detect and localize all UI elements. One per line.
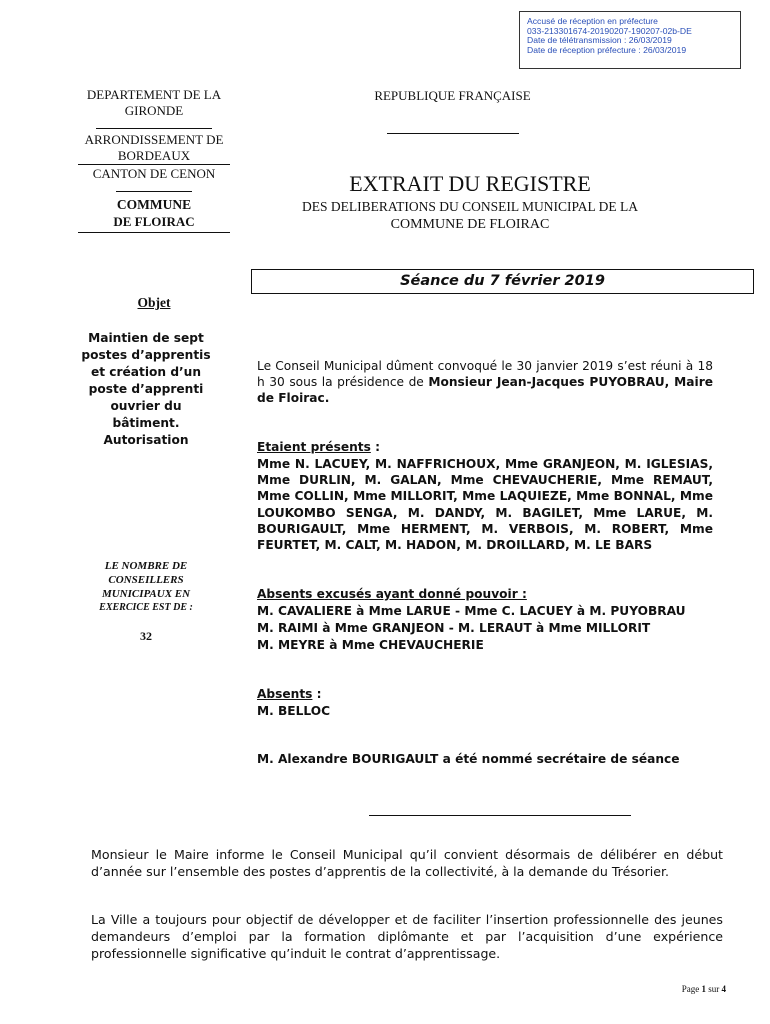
subtitle-line-1: DES DELIBERATIONS DU CONSEIL MUNICIPAL DE LA: [302, 199, 638, 214]
absents-colon: :: [312, 687, 322, 701]
subtitle-line-2: COMMUNE DE FLOIRAC: [390, 217, 550, 232]
page-total: 4: [721, 984, 726, 994]
divider: [78, 164, 230, 165]
divider: [387, 133, 519, 134]
stamp-line-4: Date de réception préfecture : 26/03/2019: [527, 44, 687, 55]
nombre-line-2: CONSEILLERS: [108, 574, 184, 586]
divider: [78, 232, 230, 233]
excuses-label: Absents excusés ayant donné pouvoir :: [257, 587, 527, 601]
page-mid: sur: [706, 984, 722, 994]
republique: REPUBLIQUE FRANÇAISE: [374, 88, 531, 103]
canton: CANTON DE CENON: [92, 166, 216, 181]
nombre-line-1: LE NOMBRE DE: [104, 560, 188, 572]
absents-heading: [257, 686, 322, 702]
absents-label: Absents: [257, 687, 313, 701]
page-number: [682, 984, 726, 994]
presents-colon: :: [370, 440, 380, 454]
presents-heading: [257, 439, 713, 455]
commune-line-2: DE FLOIRAC: [113, 214, 195, 229]
reception-stamp: [519, 11, 741, 69]
page-title: EXTRAIT DU REGISTRE: [349, 171, 591, 196]
nombre-line-3: MUNICIPAUX EN: [101, 588, 191, 600]
arrondissement: ARRONDISSEMENT DE BORDEAUX: [84, 132, 224, 163]
excuses-line-3: M. MEYRE à Mme CHEVAUCHERIE: [257, 638, 484, 652]
page-prefix: Page: [681, 984, 702, 994]
seance-date: Séance du 7 février 2019: [400, 273, 605, 289]
convocation: [257, 358, 713, 407]
departement: DEPARTEMENT DE LA GIRONDE: [86, 87, 222, 118]
excuses-line-1: M. CAVALIERE à Mme LARUE - Mme C. LACUEY à M. PUYOBRAU: [257, 604, 686, 618]
stamp-line-3: Date de télétransmission : 26/03/2019: [527, 35, 672, 46]
divider: [96, 128, 212, 129]
stamp-line-1: Accusé de réception en préfecture: [527, 16, 658, 26]
nombre-value: 32: [140, 629, 152, 643]
commune-line-1: COMMUNE: [116, 197, 192, 212]
stamp-line-2: 033-213301674-20190207-190207-02b-DE: [527, 25, 692, 36]
convocation-text: Le Conseil Municipal dûment convoqué le 30 janvier 2019 s’est réuni à 18 h 30 sous la présidence de: [257, 359, 713, 390]
divider: [116, 191, 192, 192]
presents-names: Mme N. LACUEY, M. NAFFRICHOUX, Mme GRANJEON, M. IGLESIAS, Mme DURLIN, M. GALAN, Mme CHEVAUCHERIE, Mme REMAUT, Mme COLLIN, Mme MILLORIT, Mme LAQUIEZE, Mme BONNAL, Mme LOUKOMBO SENGA, M. DANDY, M. BAGILET, Mme LARUE, M. BOURIGAULT, Mme HERMENT, M. VERBOIS, M. ROBERT, Mme FEURTET, M. CALT, M. HADON, M. DROILLARD, M. LE BARS: [257, 457, 713, 553]
objet-text: Maintien de sept postes d’apprentis et création d’un poste d’apprenti ouvrier du bâtiment. Autorisation: [81, 331, 211, 447]
paragraph-1: Monsieur le Maire informe le Conseil Municipal qu’il convient désormais de délibérer en début d’année sur l’ensemble des postes d’apprentis de la collectivité, à la demande du Trésorier.: [91, 847, 723, 879]
nombre-line-4: EXERCICE EST DE :: [99, 602, 193, 613]
secretaire: M. Alexandre BOURIGAULT a été nommé secrétaire de séance: [257, 752, 680, 766]
divider: [369, 815, 631, 816]
presents-label: Etaient présents: [257, 440, 371, 454]
absents-names: M. BELLOC: [257, 704, 331, 718]
seance-box: [251, 269, 754, 294]
excuses-line-2: M. RAIMI à Mme GRANJEON - M. LERAUT à Mme MILLORIT: [257, 621, 651, 635]
paragraph-2: La Ville a toujours pour objectif de développer et de faciliter l’insertion professionnelle des jeunes demandeurs d’emploi par la formation diplômante et par l’acquisition d’une expérience professionnelle significative qu’induit le contrat d’apprentissage.: [91, 912, 723, 961]
objet-label: Objet: [137, 295, 171, 310]
president: Monsieur Jean-Jacques PUYOBRAU, Maire de Floirac.: [257, 375, 713, 406]
page-current: 1: [701, 984, 706, 994]
